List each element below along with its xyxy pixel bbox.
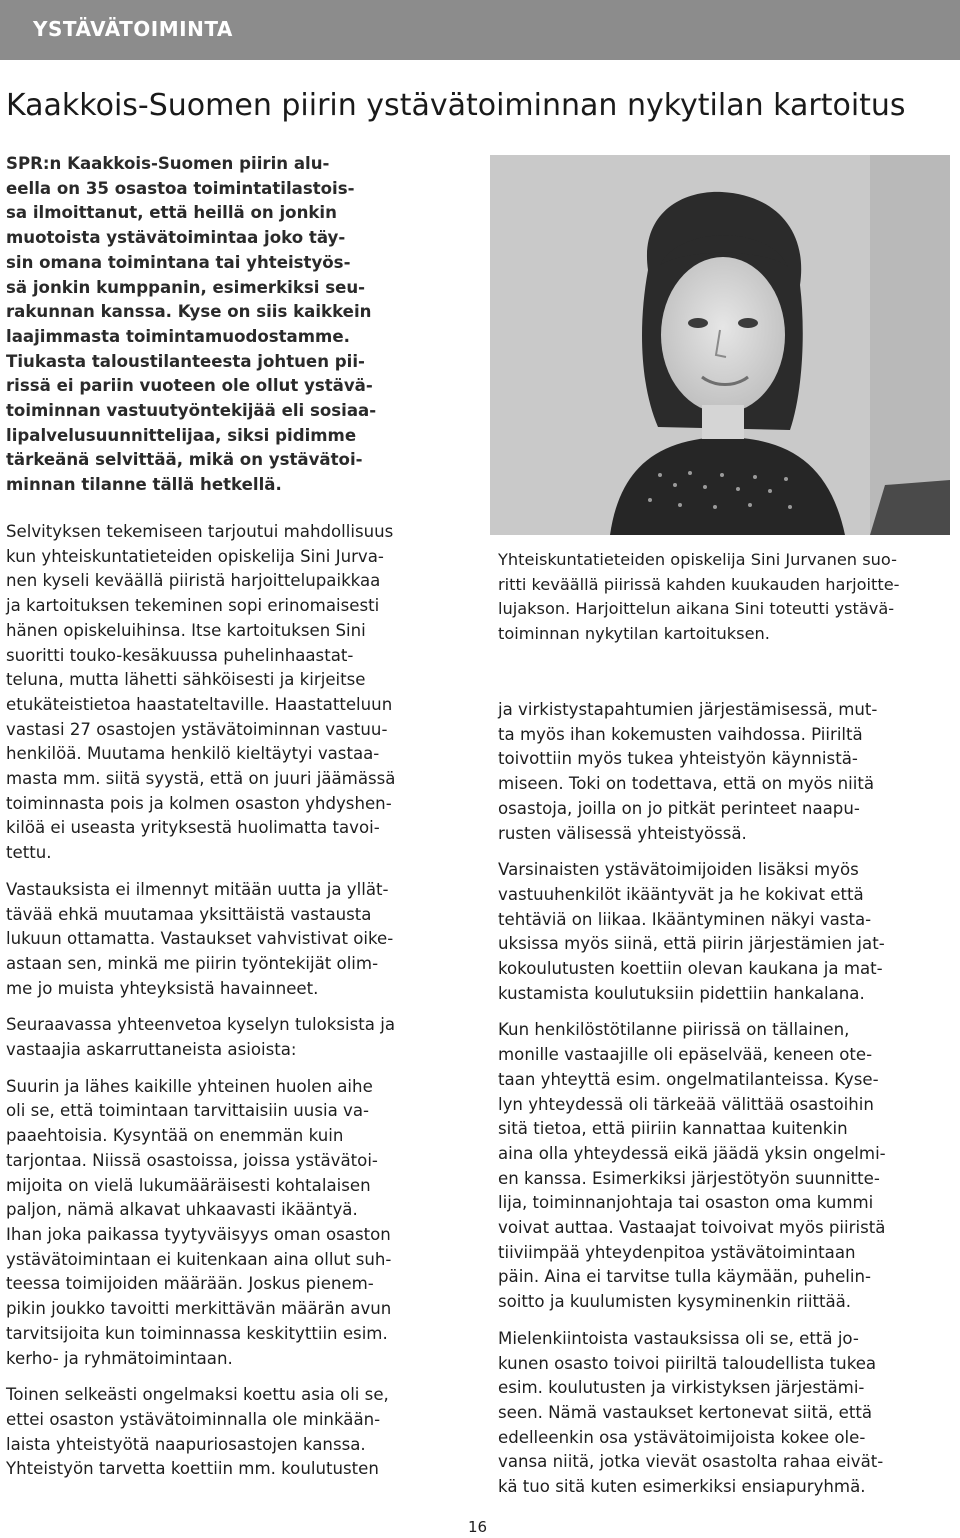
section-header-bar [0,0,960,60]
page-number: 16 [468,1518,488,1536]
paragraph: Vastauksista ei ilmennyt mitään uutta ja yllät- tävää ehkä muutamaa yksittäistä vastausta lukuun ottamatta. Vastaukset vahvistivat oike- astaan sen, minkä me piirin työntekijät olim- me jo muista yhteyksistä havainneet. [6,879,394,998]
portrait-illustration [490,155,950,535]
lead-paragraph: SPR:n Kaakkois-Suomen piirin alu- eella on 35 osastoa toimintatilastois- sa ilmoittanut, että heillä on jonkin muotoista ystävätoimintaa joko täy- sin omana toimintana tai yhteistyös- sä jonkin kumppanin, esimerkiksi seu- rakunnan kanssa. Kyse on siis kaikkein laajimmasta toimintamuodostamme. Tiukasta taloustilanteesta johtuen pii- rissä ei pariin vuoteen ole ollut ystävä- toiminnan vastuutyöntekijää eli sosiaa- lipalvelusuunnittelijaa, siksi pidimme tärkeänä selvittää, mikä on ystävätoi- minnan tilanne tällä hetkellä. [6,154,377,495]
paragraph: Selvityksen tekemiseen tarjoutui mahdollisuus kun yhteiskuntatieteiden opiskelija Sini Jurva- nen kyseli keväällä piiristä harjoittelupaikkaa ja kartoituksen tekeminen sopi erinomaisesti hänen opiskeluihinsa. Itse kartoituksen Sini suoritti touko-kesäkuussa puhelinhaastat- teluna, mutta lähetti sähköisesti ja kirjeitse etukäteistietoa haastateltaville. Haastatteluun vastasi 27 osastojen ystävätoiminnan vastuu- henkilöä. Muutama henkilö kieltäytyi vastaa- masta mm. siitä syystä, että on juuri jäämässä toiminnasta pois ja kolmen osaston yhdyshen- kilöä ei useasta yrityksestä huolimatta tavoi- tettu. [6,522,396,863]
paragraph: Suurin ja lähes kaikille yhteinen huolen aihe oli se, että toimintaan tarvittaisiin uusia va- paaehtoisia. Kysyntää on enemmän kuin tarjontaa. Niissä osastoissa, joissa ystävätoi- mijoita on vielä lukumääräisesti kohtalaisen paljon, nämä alkavat uhkaavasti ikääntyä. Ihan joka paikassa tyytyväisyys oman osaston ystävätoimintaan ei kuitenkaan aina ollut suh- teessa toimijoiden määrään. Joskus pienem- pikin joukko tavoitti merkittävän määrän avun tarvitsijoita kun toiminnassa keskityttiin esim. kerho- ja ryhmätoimintaan. [6,1076,392,1368]
paragraph: Toinen selkeästi ongelmaksi koettu asia oli se, ettei osaston ystävätoiminnalla ole minkään- laista yhteistyötä naapuriosastojen kanssa. Yhteistyön tarvetta koettiin mm. koulutusten [6,1385,389,1479]
section-label: YSTÄVÄTOIMINTA [33,17,233,41]
article-lead [6,152,476,510]
paragraph: Seuraavassa yhteenvetoa kyselyn tuloksista ja vastaajia askarruttaneista asioista: [6,1015,395,1060]
article-title: Kaakkois-Suomen piirin ystävätoiminnan nykytilan kartoitus [6,88,906,123]
paragraph: ja virkistystapahtumien järjestämisessä, mut- ta myös ihan kokemusten vaihdossa. Piiriltä toivottiin myös tukea yhteistyön käynnistä- miseen. Toki on todettava, että on myös niitä osastoja, joilla on jo pitkät perinteet naapu- rusten välisessä yhteistyössä. [498,700,878,843]
paragraph: Mielenkiintoista vastauksissa oli se, että jo- kunen osasto toivoi piiriltä taloudellista tukea esim. koulutusten ja virkistyksen järjestämi- seen. Nämä vastaukset kertonevat siitä, että edelleenkin osa ystävätoimijoista kokee ole- vansa niitä, jotka vievät osastolta rahaa eivät- kä tuo sitä kuten esimerkiksi ensiapuryhmä. [498,1328,884,1497]
portrait-photo [490,155,950,535]
photo-caption: Yhteiskuntatieteiden opiskelija Sini Jurvanen suo- ritti keväällä piirissä kahden kuukauden harjoitte- lujakson. Harjoittelun aikana Sini toteutti ystävä- toiminnan nykytilan kartoituksen. [498,550,900,643]
body-column-right [498,698,958,1512]
paragraph: Kun henkilöstötilanne piirissä on tällainen, monille vastaajille oli epäselvää, keneen ote- taan yhteyttä esim. ongelmatilanteissa. Kyse- lyn yhteydessä oli tärkeää välittää osastoihin sitä tietoa, että piiriin kannattaa kuitenkin aina olla yhteydessä eikä jäädä yksin ongelmi- en kanssa. Esimerkiksi järjestötyön suunnitte- lija, toiminnanjohtaja tai osaston oma kummi voivat auttaa. Vastaajat toivoivat myös piiristä tiiviimpää yhteydenpitoa ystävätoimintaan päin. Aina ei tarvitse tulla käymään, puhelin- soitto ja kuulumisten kysyminenkin riittää. [498,1020,886,1312]
body-column-left [6,520,476,1494]
paragraph: Varsinaisten ystävätoimijoiden lisäksi myös vastuuhenkilöt ikääntyvät ja he kokivat että tehtäviä on liikaa. Ikääntyminen näkyi vasta- uksissa myös siinä, että piirin järjestämien jat- kokoulutusten koettiin olevan kaukana ja mat- kustamista koulutuksiin pidettiin hankalana. [498,860,885,1003]
